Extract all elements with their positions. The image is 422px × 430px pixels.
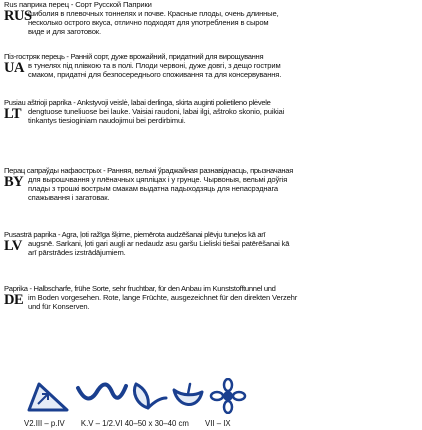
- cultivation-calendar: [24, 419, 245, 429]
- sowing-period: V2.III – p.IV: [24, 419, 65, 428]
- entry-line: шиболия в плевочных тоннелях и почве. Красные плоды, очень длинные,: [28, 9, 279, 18]
- entry-heading: Rus паприка перец - Сорт Русской Паприки: [4, 0, 152, 9]
- entry-heading: Перац сапраўды нафаострых - Ранняя, вельмі ўраджайная разнавіднасць, прызначаная: [4, 166, 294, 175]
- entry-heading: Pusasträ paprika - Agra, ļoti ražīga šķirne, piemērota audzēšanai plēvju tuneļos kā arī: [4, 230, 266, 239]
- entry-lv: [4, 230, 418, 257]
- entry-line: смаком, придатні для безпосереднього споживання та для консервування.: [28, 70, 282, 79]
- entry-line: augsnē. Sarkani, ļoti gari augļi ar nedaudz asu garšu Lieliski tiešai patērēšanai kā: [28, 239, 290, 248]
- entry-lt: [4, 98, 418, 125]
- entry-line: dengtuose tuneliuose bei lauke. Vaisiai raudoni, labai ilgi, aštroko skonio, puikiai: [28, 107, 285, 116]
- entry-heading: Paprika - Halbscharfe, frühe Sorte, sehr fruchtbar, für den Anbau im Kunststofftunnel und: [4, 284, 276, 293]
- language-code: DE: [4, 292, 24, 308]
- entry-line: в тунелях під плівкою та в полі. Плоди червоні, дуже довгі, з дещо гострим: [28, 61, 281, 70]
- entry-line: несколько острого вкуса, отлично подходят для употребления в сыром: [28, 18, 269, 27]
- language-code: BY: [4, 174, 24, 190]
- entry-line: im Boden vorgesehen. Rote, lange Früchte, ausgezeichnet für den direkten Verzehr: [28, 293, 298, 302]
- planting-period: K.V – 1/2.VI 40–50 x 30–40 cm: [80, 419, 189, 428]
- language-code: LT: [4, 106, 22, 122]
- entry-ru: [4, 0, 418, 36]
- entry-line: для вырошчвання у плёначных цяплiцах i у грунце. Чырвоныя, вельмi доўгiя: [28, 175, 288, 184]
- entry-line: tinkantys tiesioginiam naudojimui bei perdirbimui.: [28, 116, 186, 125]
- entry-ua: [4, 52, 418, 79]
- entry-line: спажывання i загатовак.: [28, 193, 110, 202]
- entry-by: [4, 166, 418, 202]
- language-code: UA: [4, 60, 24, 76]
- language-code: LV: [4, 238, 22, 254]
- entry-line: arī pārstrādes izstrādājumiem.: [28, 248, 126, 257]
- tunnel-icon: [74, 378, 130, 414]
- entry-heading: Pusiau aštrioji paprika - Ankstyvoji veislė, labai derlinga, skirta auginti polietileno plėvele: [4, 98, 271, 107]
- seedling-icon: [126, 378, 170, 414]
- harvest-period: VII – IX: [205, 419, 231, 428]
- entry-line: плады з трошкі вострым смакам выдатна падыходзяць для непасрэднага: [28, 184, 278, 193]
- entry-line: виде и для заготовок.: [28, 27, 101, 36]
- entry-de: [4, 284, 418, 311]
- entry-line: und für Konserven.: [28, 302, 90, 311]
- fruit-icon: [168, 378, 208, 414]
- cultivation-icons: [22, 378, 322, 416]
- entry-heading: Піз-гостряк перець - Ранній сорт, дуже врожайний, придатний для вирощування: [4, 52, 264, 61]
- language-code: RUS: [4, 8, 32, 24]
- harvest-icon: [208, 378, 248, 414]
- outdoor-bed-icon: [26, 378, 70, 414]
